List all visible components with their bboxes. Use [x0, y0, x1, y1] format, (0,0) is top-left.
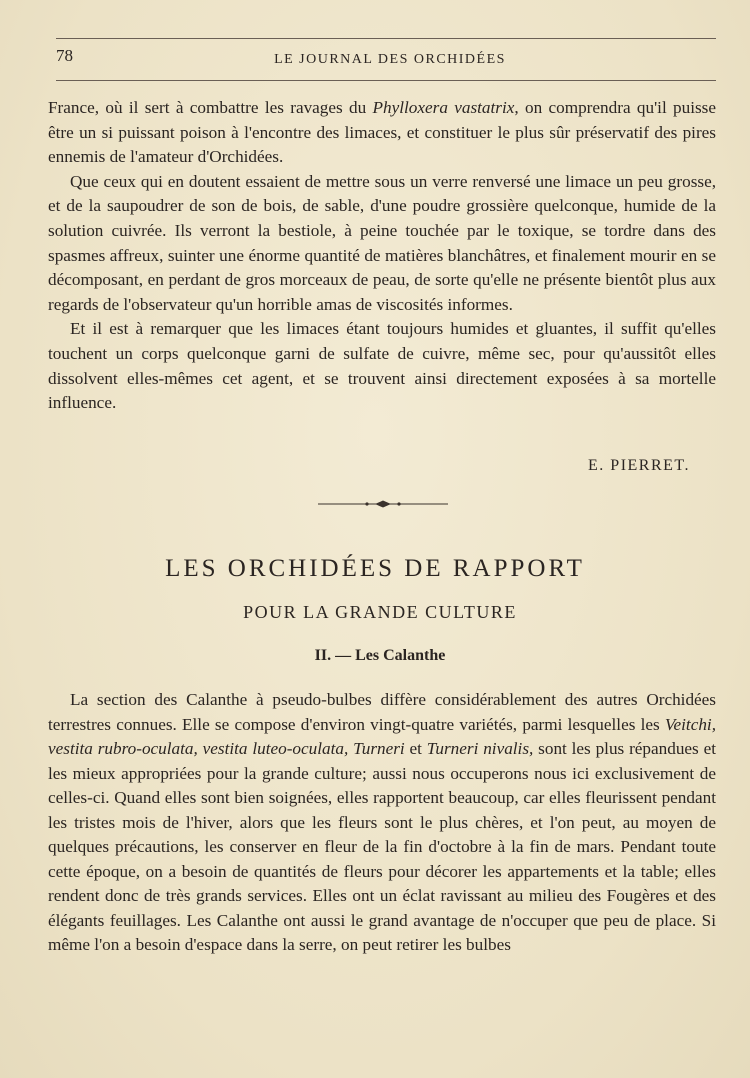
species-name: Phylloxera vastatrix	[372, 98, 515, 117]
article-continuation	[48, 96, 716, 416]
paragraph: La section des Calanthe à pseudo-bulbes diffère considérablement des autres Orchidées terrestres connues. Elle se compose d'environ vingt-quatre variétés, parmi lesquelles les Veitchi, vestita rubro-oculata, vestita luteo-oculata, Turneri et Turneri nivalis, sont les plus répandues et les mieux appropriées pour la grande culture; aussi nous occuperons nous ici exclusivement de celles-ci. Quand elles sont bien soignées, elles rapportent beaucoup, car elles fleurissent pendant les tristes mois de l'hiver, alors que les fleurs sont le plus chères, et l'on peut, au moyen de quelques précautions, les conserver en fleur de la fin d'octobre à la fin de mars. Pendant toute cette époque, on a besoin de quantités de fleurs pour décorer les appartements et la table; elles rendent donc de très grands services. Elles ont un éclat ravissant au milieu des Fougères et des élégants feuillages. Les Calanthe ont aussi le grand avantage de n'occuper que peu de place. Si même l'on a besoin d'espace dans la serre, on peut retirer les bulbes	[48, 690, 716, 954]
section-heading: II. — Les Calanthe	[314, 647, 446, 664]
article-body	[48, 688, 716, 958]
paragraph: Que ceux qui en doutent essaient de mettre sous un verre renversé une limace un peu grosse, et de la saupoudrer de son de bois, de sable, d'une poudre grossière quelconque, humide de la solution cuivrée. Ils verront la bestiole, à peine touchée par le toxique, se tordre dans des spasmes affreux, suinter une énorme quantité de matières blanchâtres, et finalement mourir en se décomposant, en perdant de gros morceaux de peau, de sorte qu'elle ne présente bientôt plus aux regards de l'observateur qu'un horrible amas de viscosités informes.	[48, 171, 716, 314]
header-top-rule	[56, 38, 716, 39]
species-name: Turneri nivalis,	[426, 739, 534, 758]
page-number: 78	[56, 46, 73, 65]
paragraph: Et il est à remarquer que les limaces étant toujours humides et gluantes, il suffit qu'elles touchent un corps quelconque garni de sulfate de cuivre, même sec, pour qu'aussitôt elles dissolvent elles-mêmes cet agent, et se trouvent ainsi directement exposées à sa mortelle influence.	[48, 319, 716, 413]
running-head: LE JOURNAL DES ORCHIDÉES	[274, 52, 506, 67]
species-names: Veitchi, vestita rubro-oculata, vestita luteo-oculata, Turneri	[48, 714, 716, 758]
article-title: LES ORCHIDÉES DE RAPPORT	[165, 555, 585, 582]
author-signature: E. PIERRET.	[588, 457, 690, 474]
article-subtitle: POUR LA GRANDE CULTURE	[243, 602, 517, 622]
header-bottom-rule	[56, 80, 716, 81]
section-divider-ornament	[318, 497, 448, 511]
paragraph: France, où il sert à combattre les ravages du Phylloxera vastatrix, on comprendra qu'il puisse être un si puissant poison à l'encontre des limaces, et constituer le plus sûr préservatif des pires ennemis de l'amateur d'Orchidées.	[48, 98, 716, 167]
